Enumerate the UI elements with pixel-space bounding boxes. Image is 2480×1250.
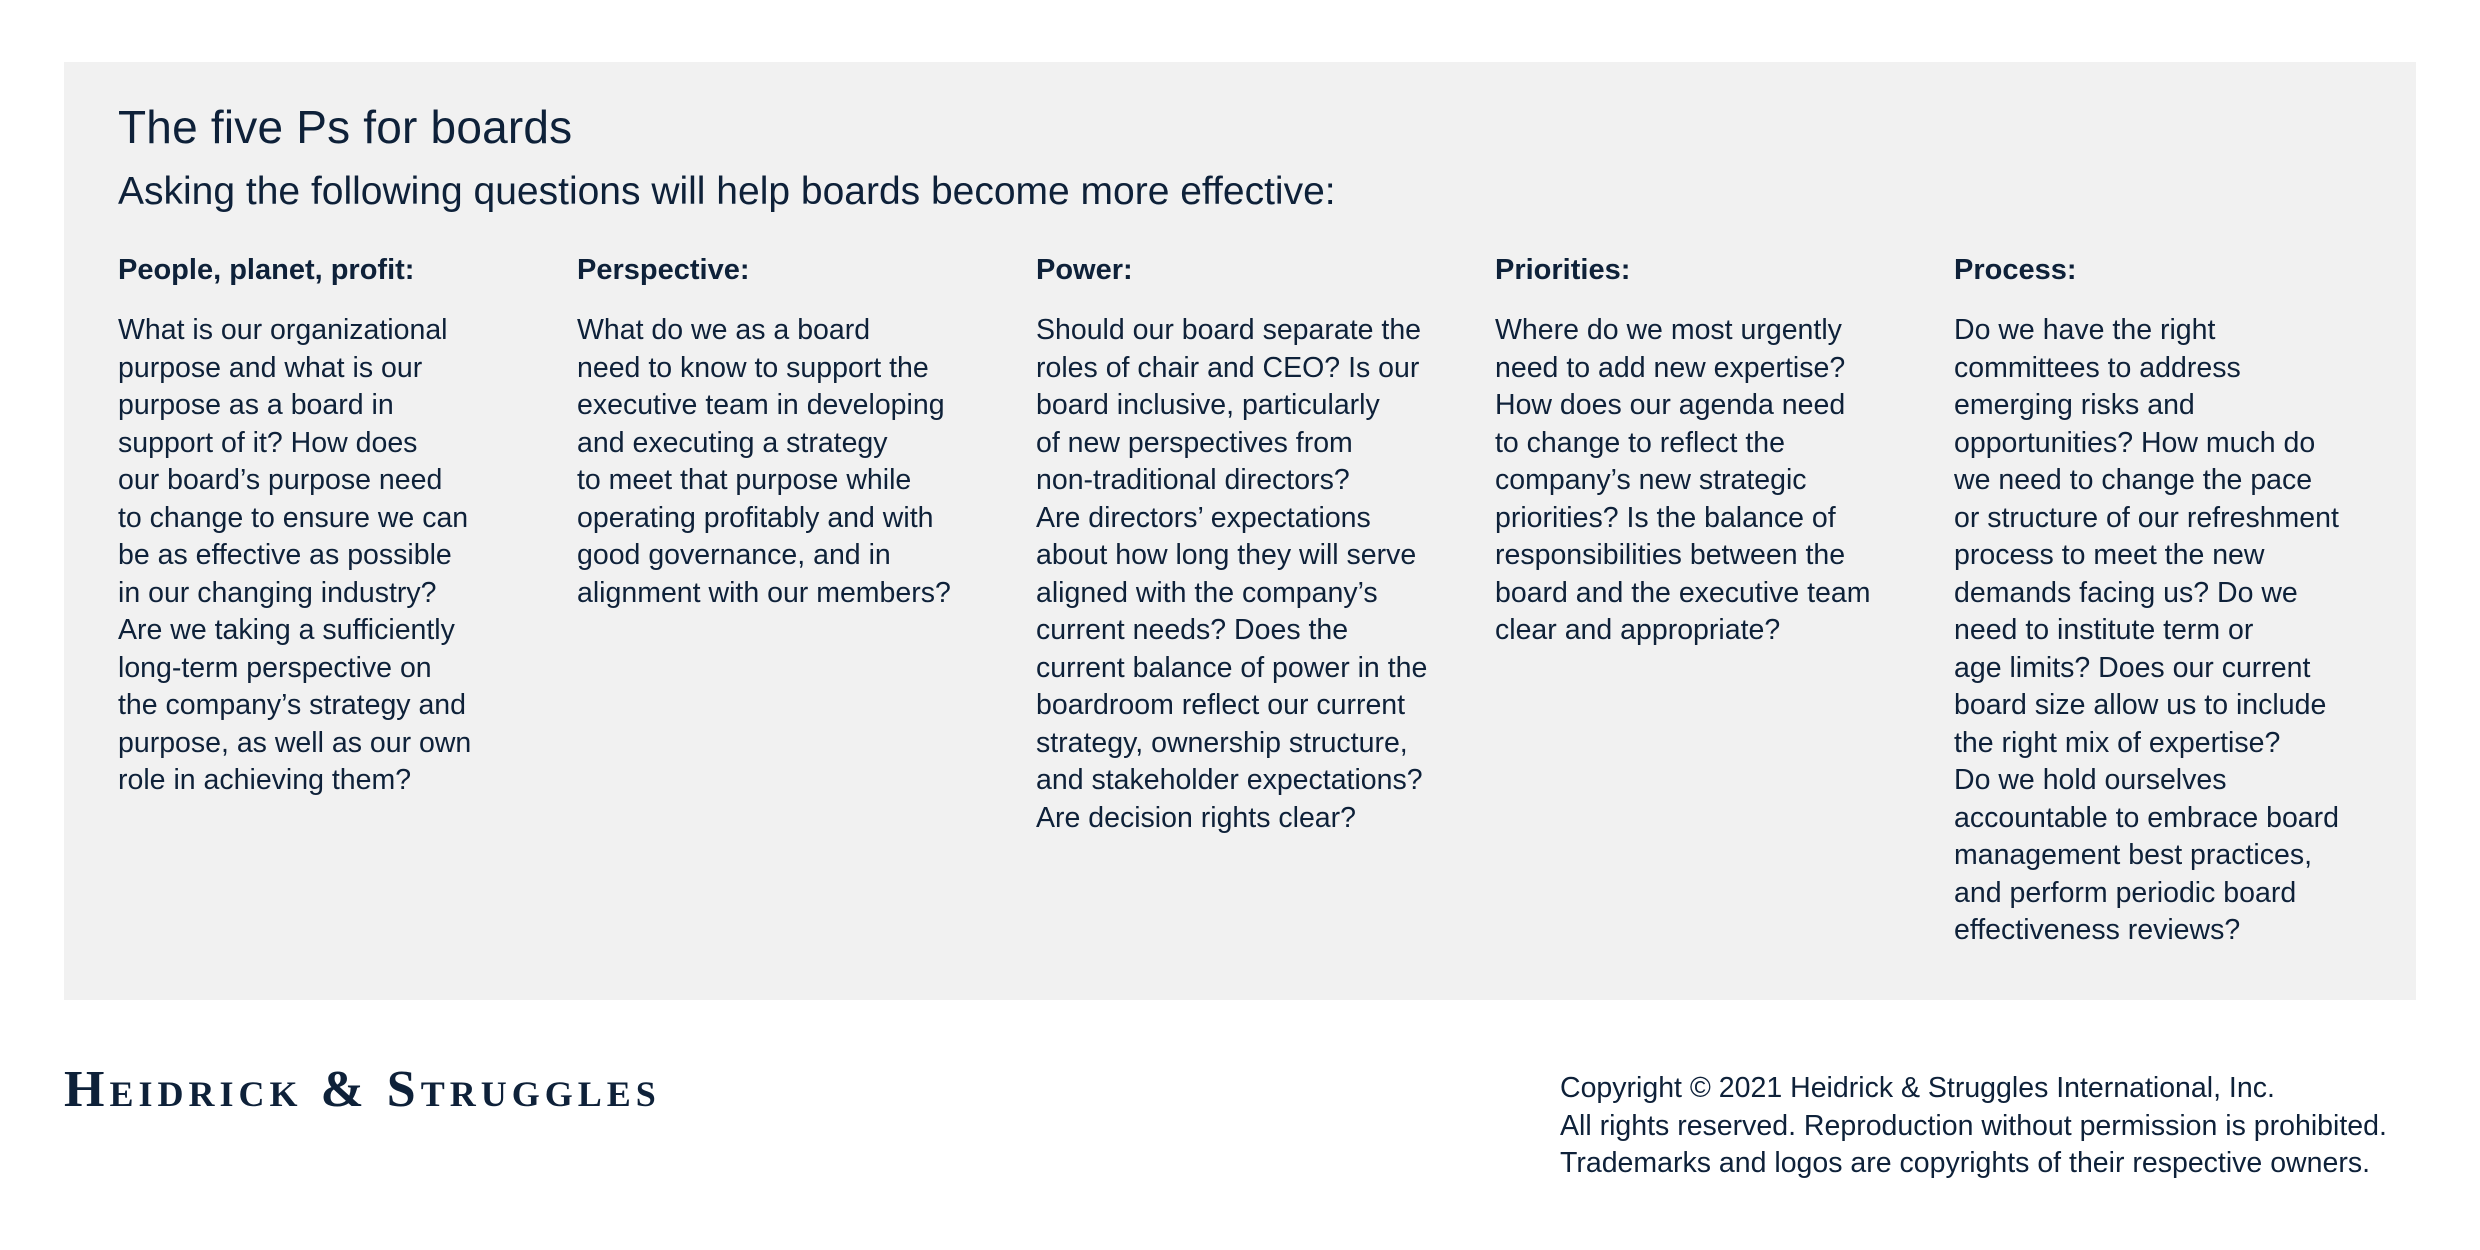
column-priorities: [1495, 252, 1905, 650]
column-people-planet-profit: [118, 252, 528, 800]
rights-line: All rights reserved. Reproduction without permission is prohibited.: [1560, 1109, 2387, 1142]
company-logo: Heidrick & Struggles: [64, 1061, 661, 1118]
page-subtitle: Asking the following questions will help boards become more effective:: [118, 170, 1336, 213]
trademarks-line: Trademarks and logos are copyrights of their respective owners.: [1560, 1147, 2370, 1179]
column-heading: Perspective:: [577, 254, 750, 286]
column-heading: Priorities:: [1495, 254, 1631, 286]
column-text: Do we have the right committees to address emerging risks and opportunities? How much do we need to change the pace or structure of our refreshment process to meet the new demands facing us? Do we need to institute term or age limits? Does our current board size allow us to include the right mix of expertise? Do we hold ourselves accountable to embrace board management best practices, and perform periodic board effectiveness reviews?: [1954, 314, 2340, 946]
column-process: [1954, 252, 2364, 950]
column-heading: Process:: [1954, 254, 2077, 286]
copyright-notice: [1560, 1070, 2420, 1183]
column-text: What do we as a board need to know to support the executive team in developing and executing a strategy to meet that purpose while operating profitably and with good governance, and in alignment with our members?: [577, 314, 951, 609]
copyright-line: Copyright © 2021 Heidrick & Struggles International, Inc.: [1560, 1072, 2275, 1104]
column-text: Should our board separate the roles of chair and CEO? Is our board inclusive, particularly of new perspectives from non-traditional directors? Are directors’ expectations about how long they will serve aligned with the company’s current needs? Does the current balance of power in the boardroom reflect our current strategy, ownership structure, and stakeholder expectations? Are decision rights clear?: [1036, 314, 1428, 834]
page-title: The five Ps for boards: [118, 101, 573, 153]
column-text: Where do we most urgently need to add new expertise? How does our agenda need to change to reflect the company’s new strategic priorities? Is the balance of responsibilities between the board and the executive team clear and appropriate?: [1495, 314, 1871, 646]
five-ps-panel: [64, 62, 2416, 1000]
column-heading: People, planet, profit:: [118, 254, 415, 286]
column-perspective: [577, 252, 987, 612]
column-text: What is our organizational purpose and what is our purpose as a board in support of it? How does our board’s purpose need to change to ensure we can be as effective as possible in our changing industry? Are we taking a sufficiently long-term perspective on the company’s strategy and purpose, as well as our own role in achieving them?: [118, 314, 472, 796]
column-heading: Power:: [1036, 254, 1133, 286]
column-power: [1036, 252, 1446, 837]
